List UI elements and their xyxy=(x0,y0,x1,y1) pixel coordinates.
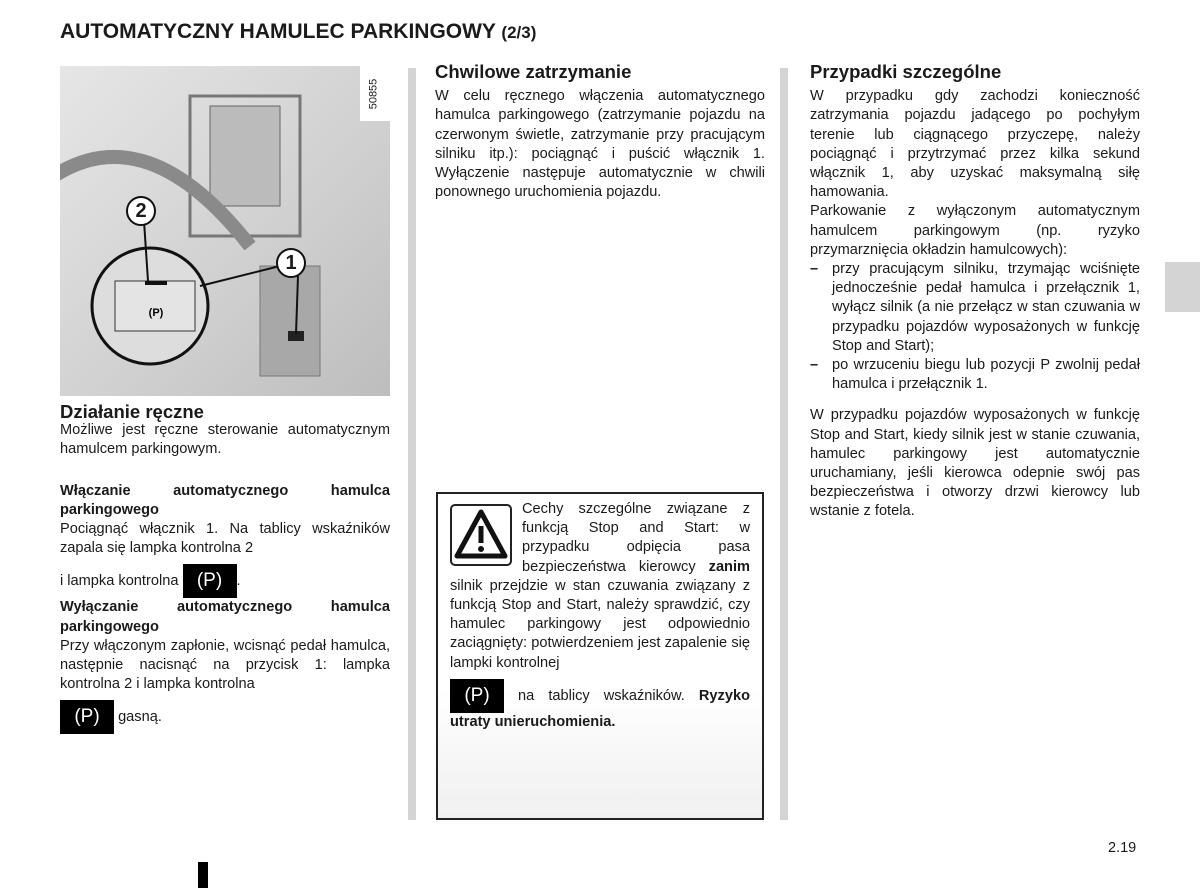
section-heading: Przypadki szczególne xyxy=(810,61,1002,82)
crop-mark xyxy=(198,862,208,888)
parking-lamp-icon: (P) xyxy=(60,700,114,734)
callout-1: 1 xyxy=(276,248,306,278)
section-heading: Działanie ręczne xyxy=(60,401,204,422)
title-part: (2/3) xyxy=(501,23,537,42)
list-item: – przy pracującym silniku, trzymając wciśnięte jednocześnie pedał hamulca i przełącznik 1, wyłącz silnik (a nie przełącz w stan czuwania w przypadku pojazdów wyposażonych w funkcję Stop and Start); xyxy=(810,260,1140,356)
column-divider xyxy=(780,68,788,820)
engage-text: Pociągnąć włącznik 1. Na tablicy wskaźników zapala się lampka kontrolna 2 xyxy=(60,521,390,557)
special-text-1: W przypadku gdy zachodzi konieczność zatrzymania pojazdu jadącego po pochyłym terenie lub ciągnącego przyczepę, należy pociągnąć i przytrzymać przez kilka sekund włącznik 1, aby uzyskać maksymalną siłę hamowania. xyxy=(810,88,1140,201)
warning-bold-2: Ryzyko utraty unieruchomienia. xyxy=(450,687,750,730)
column-special-cases xyxy=(810,62,1140,522)
page-title xyxy=(60,20,536,44)
warning-text-3: na tablicy wskaźników. xyxy=(518,687,685,704)
switch-p-symbol: (P) xyxy=(148,307,164,319)
dashboard-drawing xyxy=(60,66,390,396)
intro-text: Możliwe jest ręczne sterowanie automatycznym hamulcem parkingowym. xyxy=(60,422,390,458)
column-temporary-stop xyxy=(435,62,765,202)
engage-text-2: i lampka kontrolna xyxy=(60,573,179,590)
figure-ref: 50855 xyxy=(367,78,380,110)
column-divider xyxy=(408,68,416,820)
temporary-stop-text: W celu ręcznego włączenia automatycznego hamulca parkingowego (zatrzymanie pojazdu na czerwonym świetle, zatrzymanie przy pracującym silniku itp.): pociągnąć i puścić włącznik 1. Wyłączenie następuje automatycznie w chwili ponownego uruchomienia pojazdu. xyxy=(435,88,765,201)
parking-lamp-icon: (P) xyxy=(183,564,237,598)
release-text: Przy włączonym zapłonie, wcisnąć pedał hamulca, następnie nacisnąć na przycisk 1: lampka kontrolna 2 i lampka kontrolna xyxy=(60,637,390,693)
list-item: – po wrzuceniu biegu lub pozycji P zwolnij pedał hamulca i przełącznik 1. xyxy=(810,356,1140,394)
warning-text-1: Cechy szczególne związane z funkcją Stop and Start: w przypadku odpięcia pasa bezpieczeństwa kierowcy xyxy=(522,501,750,575)
warning-triangle-icon xyxy=(450,504,512,566)
parking-lamp-icon: (P) xyxy=(450,679,504,713)
warning-bold-1: zanim xyxy=(708,558,750,575)
special-text-3: W przypadku pojazdów wyposażonych w funkcję Stop and Start, kiedy silnik jest w stanie czuwania, hamulec parkingowy jest automatycznie uruchamiany, jeśli kierowca odepnie swój pas bezpieczeństwa i otworzy drzwi kierowcy lub wstanie z fotela. xyxy=(810,407,1140,520)
release-heading: Wyłączanie automatycznego hamulca parkingowego xyxy=(60,599,390,635)
callout-2: 2 xyxy=(126,196,156,226)
special-list xyxy=(810,260,1140,394)
page-number: 2.19 xyxy=(1108,840,1137,856)
column-manual-operation: Działanie ręczne Możliwe jest ręczne sterowanie automatycznym hamulcem parkingowym. Włączanie automatycznego hamulca parkingowego Pociągnąć włącznik 1. Na tablicy wskaźników zapala się lampka kontrolna 2 i lampka kontrolna (P) . Wyłączanie automatycznego hamulca parkingowego Przy włączonym zapłonie, wcisnąć pedał hamulca, następnie nacisnąć na przycisk 1: lampka kontrolna 2 i lampka kontrolna (P) gasną. xyxy=(60,402,390,734)
section-heading: Chwilowe zatrzymanie xyxy=(435,61,632,82)
warning-text-2: silnik przejdzie w stan czuwania związany z funkcją Stop and Start, należy sprawdzić, czy hamulec parkingowy jest odpowiednio zaciągnięty: potwierdzeniem jest zapalenie się lampki kontrolnej xyxy=(450,577,750,671)
title-main: AUTOMATYCZNY HAMULEC PARKINGOWY xyxy=(60,20,496,43)
chapter-tab xyxy=(1165,262,1200,312)
warning-box xyxy=(436,492,764,820)
dashboard-illustration xyxy=(60,66,390,396)
release-text-2: gasną. xyxy=(118,709,162,726)
special-text-2: Parkowanie z wyłączonym automatycznym hamulcem parkingowym (np. ryzyko przymarznięcia okładzin hamulcowych): xyxy=(810,203,1140,258)
engage-heading: Włączanie automatycznego hamulca parkingowego xyxy=(60,482,390,518)
